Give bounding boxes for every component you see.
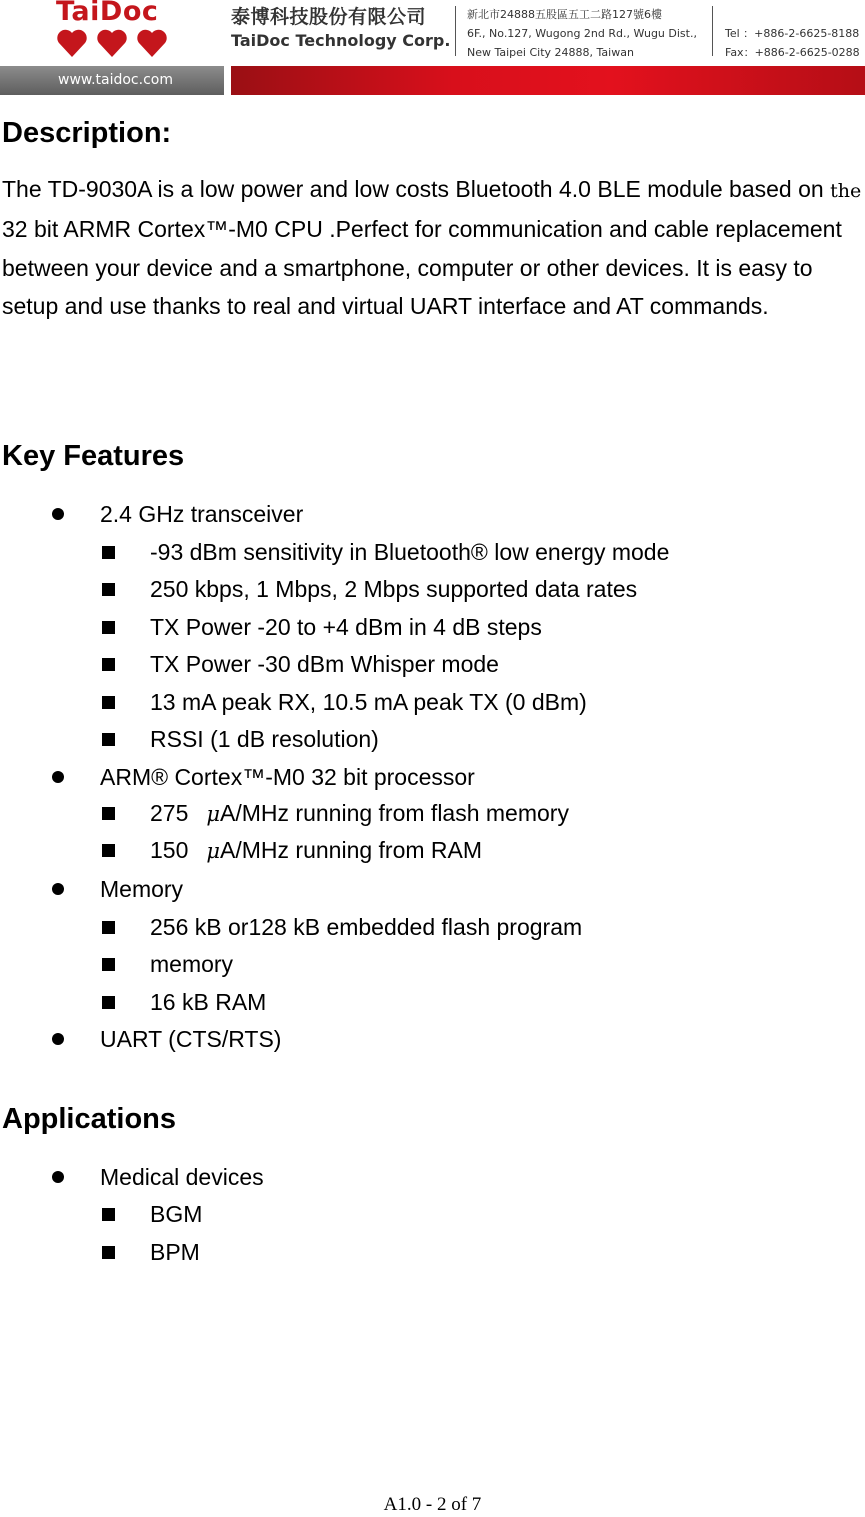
- letterhead: [0, 0, 865, 96]
- description-heading: Description:: [2, 117, 172, 149]
- bullet-square-icon: [102, 996, 115, 1009]
- website-link[interactable]: www.taidoc.com: [58, 72, 173, 88]
- company-name-english: TaiDoc Technology Corp.: [231, 31, 451, 50]
- description-paragraph: [2, 170, 864, 326]
- feature-item: 2.4 GHz transceiver: [100, 501, 304, 527]
- address-line-2: 6F., No.127, Wugong 2nd Rd., Wugu Dist.,: [467, 27, 697, 40]
- address-line-1: 新北市24888五股區五工二路127號6樓: [467, 8, 662, 21]
- description-text-1: The TD-9030A is a low power and low costs Bluetooth 4.0 BLE module based on: [2, 176, 831, 202]
- feature-subitem: memory: [150, 951, 234, 977]
- header-divider: [455, 6, 456, 56]
- application-subitem: BPM: [150, 1239, 200, 1265]
- current-value: 275: [150, 800, 189, 826]
- feature-subitem: RSSI (1 dB resolution): [150, 726, 379, 752]
- feature-subitem: 250 kbps, 1 Mbps, 2 Mbps supported data rates: [150, 576, 638, 602]
- page-number: A1.0 - 2 of 7: [383, 1494, 482, 1515]
- feature-subitem: TX Power -20 to +4 dBm in 4 dB steps: [150, 614, 542, 640]
- company-contact: [725, 24, 860, 62]
- bullet-square-icon: [102, 844, 115, 857]
- bullet-square-icon: [102, 921, 115, 934]
- fax: Fax：+886-2-6625-0288: [725, 46, 860, 59]
- bullet-square-icon: [102, 546, 115, 559]
- applications-heading: Applications: [2, 1103, 177, 1135]
- bullet-square-icon: [102, 658, 115, 671]
- bullet-dot-icon: [52, 883, 64, 895]
- micro-symbol: μ: [206, 802, 221, 826]
- telephone: Tel ：+886-2-6625-8188: [725, 27, 860, 40]
- red-banner: [231, 66, 865, 95]
- bullet-square-icon: [102, 1246, 115, 1259]
- feature-subitem: 256 kB or128 kB embedded flash program: [150, 914, 583, 940]
- application-item: Medical devices: [100, 1164, 264, 1190]
- bullet-dot-icon: [52, 1171, 64, 1183]
- feature-subitem: 16 kB RAM: [150, 989, 267, 1015]
- hearts-logo-icon: [56, 28, 168, 58]
- feature-subitem: [150, 835, 482, 866]
- bullet-dot-icon: [52, 771, 64, 783]
- bullet-square-icon: [102, 733, 115, 746]
- feature-subitem: -93 dBm sensitivity in Bluetooth® low energy mode: [150, 539, 670, 565]
- feature-subitem: 13 mA peak RX, 10.5 mA peak TX (0 dBm): [150, 689, 587, 715]
- feature-subitem: TX Power -30 dBm Whisper mode: [150, 651, 499, 677]
- description-text-the: the: [830, 180, 862, 202]
- current-description: A/MHz running from flash memory: [220, 800, 569, 826]
- current-description: A/MHz running from RAM: [220, 837, 483, 863]
- company-name-chinese: 泰博科技股份有限公司: [231, 6, 427, 28]
- feature-subitem: [150, 798, 569, 829]
- bullet-square-icon: [102, 958, 115, 971]
- bullet-square-icon: [102, 807, 115, 820]
- bullet-dot-icon: [52, 508, 64, 520]
- description-text-2: 32 bit ARMR Cortex™-M0 CPU .Perfect for communication and cable replacement between your device and a smartphone, computer or other devices. It is easy to setup and use thanks to real and virtual UART interface and AT commands.: [2, 216, 842, 320]
- feature-item: Memory: [100, 876, 184, 902]
- bullet-square-icon: [102, 1208, 115, 1221]
- company-logo: TaiDoc: [56, 0, 159, 27]
- company-address: [467, 5, 697, 62]
- bullet-square-icon: [102, 621, 115, 634]
- bullet-square-icon: [102, 583, 115, 596]
- address-line-3: New Taipei City 24888, Taiwan: [467, 46, 634, 59]
- current-value: 150: [150, 837, 189, 863]
- bullet-dot-icon: [52, 1033, 64, 1045]
- feature-item: ARM® Cortex™-M0 32 bit processor: [100, 764, 475, 790]
- feature-item: UART (CTS/RTS): [100, 1026, 282, 1052]
- application-subitem: BGM: [150, 1201, 203, 1227]
- header-divider: [712, 6, 713, 56]
- bullet-square-icon: [102, 696, 115, 709]
- key-features-heading: Key Features: [2, 440, 185, 472]
- micro-symbol: μ: [206, 839, 221, 863]
